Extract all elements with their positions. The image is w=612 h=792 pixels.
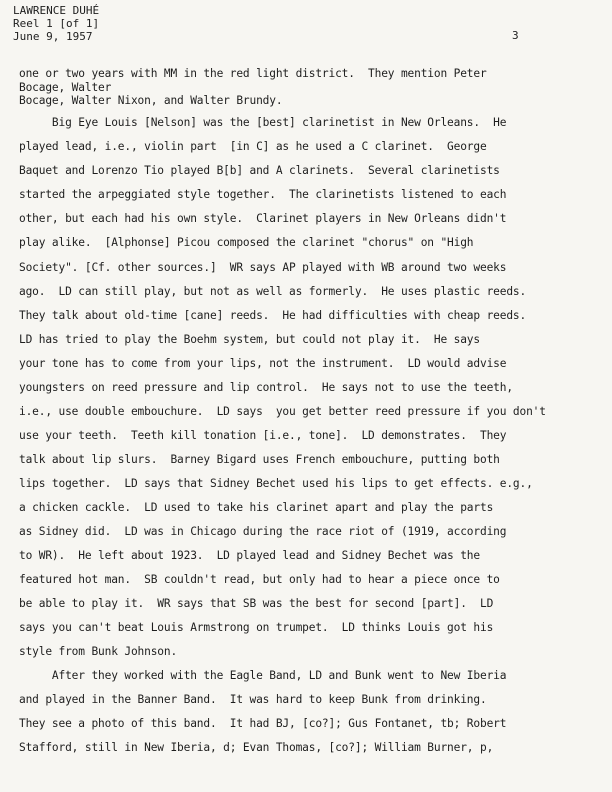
body-line: featured hot man. SB couldn't read, but only had to hear a piece once to [19, 573, 500, 586]
body-line: i.e., use double embouchure. LD says you get better reed pressure if you don't [19, 405, 546, 418]
body-line: They talk about old-time [cane] reeds. He had difficulties with cheap reeds. [19, 309, 527, 322]
body-line: played lead, i.e., violin part [in C] as he used a C clarinet. George [19, 140, 487, 153]
body-line: and played in the Banner Band. It was hard to keep Bunk from drinking. [19, 693, 487, 706]
body-line: play alike. [Alphonse] Picou composed the clarinet "chorus" on "High [19, 236, 474, 249]
body-line: other, but each had his own style. Clarinet players in New Orleans didn't [19, 212, 507, 225]
body-line: started the arpeggiated style together. The clarinetists listened to each [19, 188, 507, 201]
body-line: Stafford, still in New Iberia, d; Evan Thomas, [co?]; William Burner, p, [19, 741, 494, 754]
body-line: Bocage, Walter [19, 81, 112, 94]
body-line: use your teeth. Teeth kill tonation [i.e., tone]. LD demonstrates. They [19, 429, 507, 442]
document-header [13, 4, 99, 43]
body-line: Big Eye Louis [Nelson] was the [best] clarinetist in New Orleans. He [19, 116, 507, 129]
header-date: June 9, 1957 [13, 30, 93, 43]
body-line: to WR). He left about 1923. LD played lead and Sidney Bechet was the [19, 549, 480, 562]
body-line: LD has tried to play the Boehm system, but could not play it. He says [19, 333, 480, 346]
header-name: LAWRENCE DUHÉ [13, 4, 100, 17]
body-line: Bocage, Walter Nixon, and Walter Brundy. [19, 94, 283, 107]
body-line: as Sidney did. LD was in Chicago during the race riot of (1919, according [19, 525, 507, 538]
header-reel: Reel 1 [of 1] [13, 17, 100, 30]
body-line: youngsters on reed pressure and lip control. He says not to use the teeth, [19, 381, 513, 394]
body-line: be able to play it. WR says that SB was the best for second [part]. LD [19, 597, 494, 610]
body-line: a chicken cackle. LD used to take his clarinet apart and play the parts [19, 501, 494, 514]
body-line: They see a photo of this band. It had BJ, [co?]; Gus Fontanet, tb; Robert [19, 717, 507, 730]
body-line: says you can't beat Louis Armstrong on trumpet. LD thinks Louis got his [19, 621, 494, 634]
page-number: 3 [512, 29, 519, 42]
body-line: style from Bunk Johnson. [19, 645, 178, 658]
body-line: ago. LD can still play, but not as well as formerly. He uses plastic reeds. [19, 285, 527, 298]
body-line: one or two years with MM in the red light district. They mention Peter [19, 67, 487, 80]
body-line: Baquet and Lorenzo Tio played B[b] and A clarinets. Several clarinetists [19, 164, 500, 177]
body-line: After they worked with the Eagle Band, LD and Bunk went to New Iberia [19, 669, 507, 682]
body-line: lips together. LD says that Sidney Bechet used his lips to get effects. e.g., [19, 477, 533, 490]
body-line: talk about lip slurs. Barney Bigard uses French embouchure, putting both [19, 453, 500, 466]
body-line: your tone has to come from your lips, not the instrument. LD would advise [19, 357, 507, 370]
body-line: Society". [Cf. other sources.] WR says AP played with WB around two weeks [19, 261, 507, 274]
